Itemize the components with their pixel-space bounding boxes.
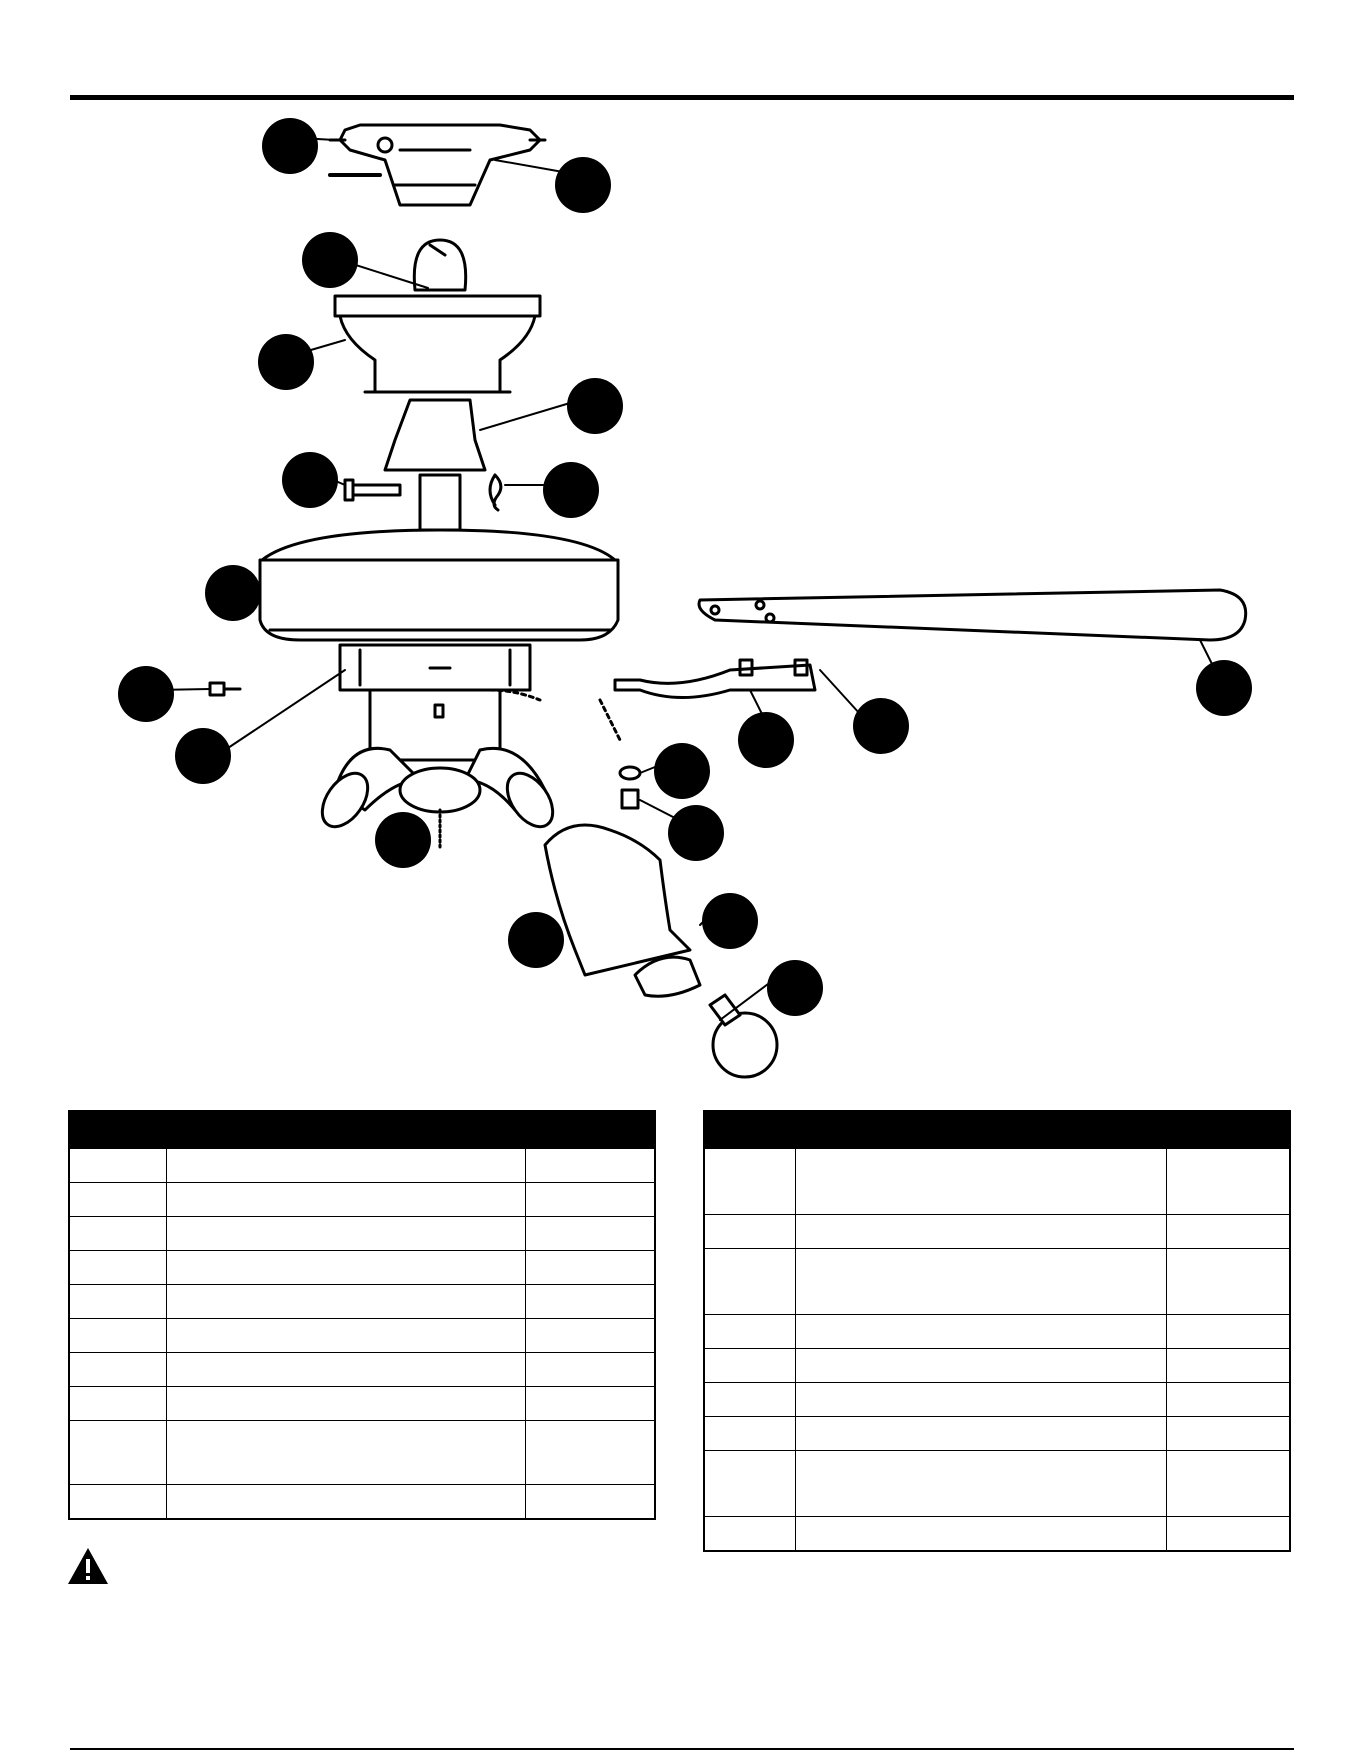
light-bulb [710, 995, 777, 1077]
table-cell [1166, 1149, 1290, 1215]
table-cell [704, 1149, 796, 1215]
table-row [69, 1149, 655, 1183]
housing-screw [210, 683, 240, 695]
canopy [335, 296, 540, 392]
table-cell [167, 1217, 526, 1251]
table-cell [167, 1149, 526, 1183]
table-cell [1166, 1349, 1290, 1383]
callout-marker [543, 462, 599, 518]
callout-marker [118, 666, 174, 722]
callout-marker [567, 378, 623, 434]
table-row [704, 1417, 1290, 1451]
callout-marker [175, 728, 231, 784]
light-kit-sockets [313, 748, 562, 850]
table-row [704, 1451, 1290, 1517]
table-cell [796, 1451, 1167, 1517]
table-cell [704, 1517, 796, 1551]
header-cell [69, 1111, 167, 1149]
table-cell [796, 1349, 1167, 1383]
header-cell [704, 1111, 796, 1149]
table-row [704, 1383, 1290, 1417]
callout-marker [258, 334, 314, 390]
motor-housing [260, 530, 618, 640]
header-cell [1166, 1111, 1290, 1149]
table-cell [69, 1353, 167, 1387]
callout-marker [738, 712, 794, 768]
table-row [69, 1421, 655, 1485]
table-cell [167, 1387, 526, 1421]
table-cell [704, 1451, 796, 1517]
table-cell [69, 1149, 167, 1183]
table-cell [69, 1285, 167, 1319]
table-cell [704, 1383, 796, 1417]
table-header [69, 1111, 655, 1149]
table-row [69, 1485, 655, 1519]
downrod [420, 475, 460, 530]
table-cell [525, 1285, 655, 1319]
hanger-ball [414, 240, 465, 290]
table-cell [1166, 1249, 1290, 1315]
table-cell [704, 1249, 796, 1315]
table-row [69, 1183, 655, 1217]
table-row [69, 1217, 655, 1251]
table-row [704, 1249, 1290, 1315]
callout-marker [654, 743, 710, 799]
table-cell [525, 1353, 655, 1387]
callout-marker [668, 805, 724, 861]
table-cell [69, 1319, 167, 1353]
warning-triangle-icon [66, 1546, 110, 1586]
header-cell [167, 1111, 526, 1149]
fan-blade [699, 590, 1246, 640]
header-cell [796, 1111, 1167, 1149]
table-cell [167, 1353, 526, 1387]
shade-ring [635, 957, 700, 996]
callout-marker [262, 118, 318, 174]
callout-marker [853, 698, 909, 754]
table-row [704, 1149, 1290, 1215]
hairpin-clip [490, 475, 501, 510]
glass-shade [545, 825, 690, 975]
table-cell [525, 1183, 655, 1217]
table-cell [167, 1319, 526, 1353]
callout-marker [205, 565, 261, 621]
table-cell [69, 1217, 167, 1251]
table-row [69, 1387, 655, 1421]
table-row [704, 1215, 1290, 1249]
table-cell [69, 1421, 167, 1485]
table-cell [167, 1285, 526, 1319]
table-cell [69, 1251, 167, 1285]
callout-marker [767, 960, 823, 1016]
table-cell [704, 1215, 796, 1249]
table-cell [704, 1315, 796, 1349]
table-header [704, 1111, 1290, 1149]
blade-arm [615, 660, 815, 698]
canopy-cover [385, 400, 485, 470]
table-cell [796, 1215, 1167, 1249]
table-cell [525, 1421, 655, 1485]
table-row [69, 1353, 655, 1387]
table-cell [167, 1251, 526, 1285]
table-row [69, 1251, 655, 1285]
table-row [69, 1319, 655, 1353]
table-cell [69, 1485, 167, 1519]
table-cell [1166, 1517, 1290, 1551]
callout-marker [302, 232, 358, 288]
callout-marker [508, 912, 564, 968]
callout-marker [375, 812, 431, 868]
switch-housing [340, 645, 620, 760]
parts-table-left [68, 1110, 656, 1520]
table-cell [1166, 1383, 1290, 1417]
table-cell [1166, 1451, 1290, 1517]
table-cell [525, 1149, 655, 1183]
table-cell [1166, 1417, 1290, 1451]
table-cell [796, 1149, 1167, 1215]
table-row [704, 1517, 1290, 1551]
callout-marker [1196, 660, 1252, 716]
table-row [69, 1285, 655, 1319]
table-cell [525, 1217, 655, 1251]
table-cell [704, 1349, 796, 1383]
table-cell [1166, 1215, 1290, 1249]
table-row [704, 1315, 1290, 1349]
washer-screw [620, 767, 640, 808]
mounting-bracket [330, 125, 545, 205]
table-row [704, 1349, 1290, 1383]
table-cell [1166, 1315, 1290, 1349]
bottom-rule [70, 1748, 1294, 1750]
callout-marker [282, 452, 338, 508]
table-cell [69, 1183, 167, 1217]
table-cell [796, 1383, 1167, 1417]
table-cell [167, 1421, 526, 1485]
table-cell [525, 1387, 655, 1421]
table-cell [167, 1485, 526, 1519]
table-cell [525, 1251, 655, 1285]
table-cell [796, 1517, 1167, 1551]
table-cell [69, 1387, 167, 1421]
callout-marker [555, 157, 611, 213]
table-cell [796, 1249, 1167, 1315]
table-cell [525, 1319, 655, 1353]
table-cell [796, 1417, 1167, 1451]
table-cell [796, 1315, 1167, 1349]
callout-marker [702, 893, 758, 949]
header-cell [525, 1111, 655, 1149]
parts-table-right [703, 1110, 1291, 1552]
clevis-pin [345, 480, 400, 500]
table-cell [704, 1417, 796, 1451]
table-cell [167, 1183, 526, 1217]
table-cell [525, 1485, 655, 1519]
